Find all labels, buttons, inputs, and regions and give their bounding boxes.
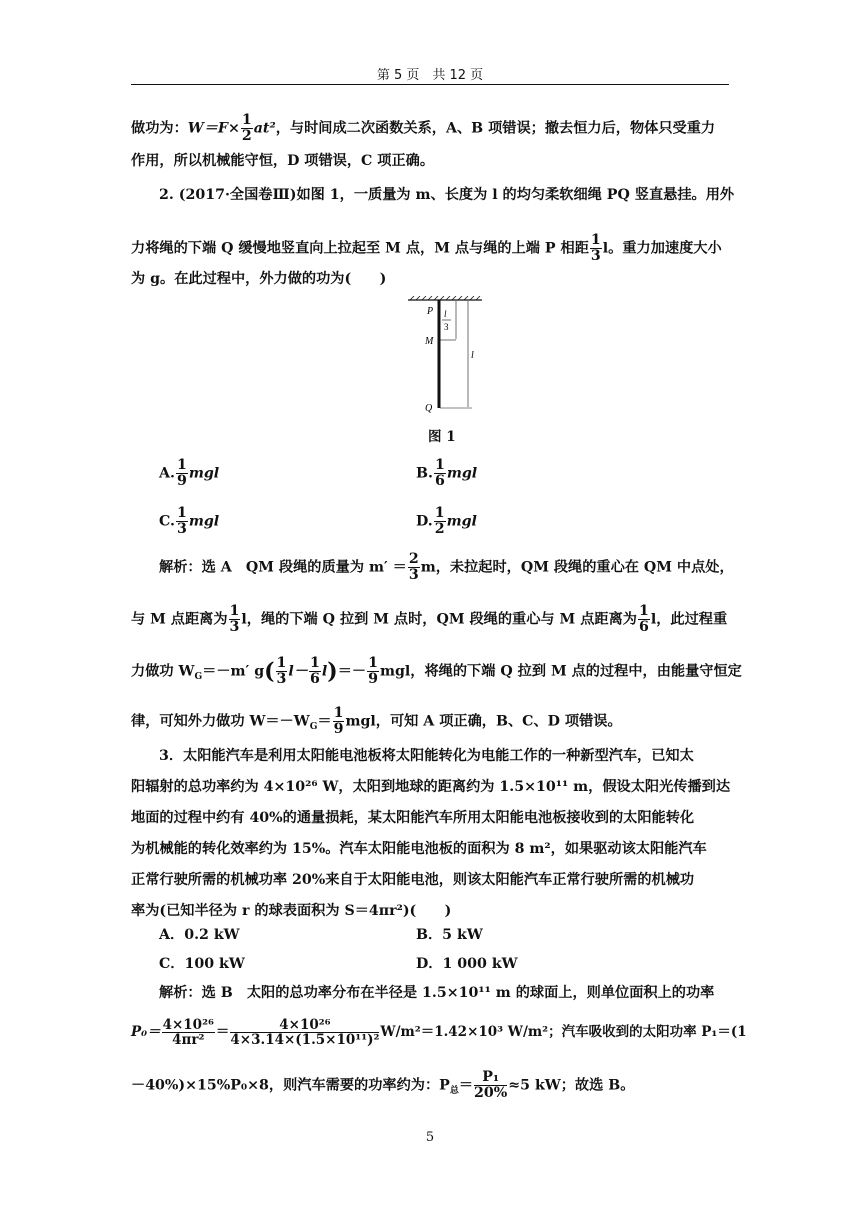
q2-solution-line-4: 律，可知外力做功 $W=-W_G=$ $\frac{1}{9}$ mgl，可知 A 项正确，B、C、D 项错误。 (131, 705, 622, 737)
header-rule (131, 84, 729, 85)
q3-line-2: 阳辐射的总功率约为 4×10²⁶ W，太阳到地球的距离约为 1.5×10¹¹ m，假设太阳光传播到达 (131, 779, 731, 795)
prev-solution-line-2: 作用，所以机械能守恒，D 项错误，C 项正确。 (131, 153, 435, 169)
q2-line-2 (131, 233, 729, 264)
prev-solution-line-1 (131, 113, 729, 144)
label-p: P (427, 306, 434, 317)
label-l3-num: l (444, 309, 447, 319)
label-l: l (471, 350, 474, 361)
q3-option-a: A．0.2 kW (159, 927, 240, 943)
label-q: Q (425, 403, 433, 414)
fraction: $\frac{1}{3}$ (590, 232, 601, 264)
q2-solution-line-3: 力做功 $W_G=-m'$ g( $\frac{1}{3}$ l－ $\frac{1}{6}$ l)＝－ $\frac{1}{9}$ mgl，将绳的下端 Q 拉到 M 点的过程中，由能量守恒定 (131, 655, 742, 687)
q3-line-5: 正常行驶所需的机械功率 20%来自于太阳能电池，则该太阳能汽车正常行驶所需的机械功 (131, 872, 695, 888)
q2-line-1: 2. (2017·全国卷Ⅲ)如图 1，一质量为 m、长度为 l 的均匀柔软细绳 PQ 竖直悬挂。用外 (159, 187, 735, 203)
q3-option-b: B．5 kW (416, 927, 483, 943)
text: 做功为： (131, 120, 188, 137)
q2-option-b: B. $\frac{1}{6}$ mgl (416, 457, 478, 489)
formula: at² (253, 120, 276, 137)
q3-solution-line-2: P₀＝ $\frac{\text{4×10²⁶}}{\text{4πr²}}$ ＝ $\frac{\text{4×10²⁶}}{\text{4×3.14×(1.5×10¹¹)²}}$ W/m²＝1.42×10³ W/m²；汽车吸收到的太阳功率 P₁＝(1 (131, 1017, 747, 1049)
q3-line-6: 率为(已知半径为 r 的球表面积为 S＝4πr²)( ) (131, 903, 452, 919)
q2-option-c: C. $\frac{1}{3}$ mgl (159, 505, 220, 537)
page-number: 5 (425, 1130, 435, 1145)
fraction: $\frac{1}{2}$ (241, 112, 252, 144)
q2-solution-line-2: 与 M 点距离为 $\frac{1}{3}$ l，绳的下端 Q 拉到 M 点时，QM 段绳的重心与 M 点距离为 $\frac{1}{6}$ l，此过程重 (131, 603, 728, 635)
page-header: 第 5 页 共 12 页 (376, 68, 484, 83)
rope-figure (400, 296, 490, 416)
q2-solution-line-1: 解析：选 A QM 段绳的质量为 m′ ＝ $\frac{2}{3}$ m，未拉起时，QM 段绳的重心在 QM 中点处， (159, 551, 734, 583)
q3-solution-line-3: －40%)×15%P₀×8，则汽车需要的功率约为：$P_总=$ $\frac{\text{P₁}}{20\%}$ ≈5 kW；故选 B。 (131, 1069, 635, 1101)
q2-line-3: 为 g。在此过程中，外力做的功为( ) (131, 271, 387, 287)
q3-line-1: 3．太阳能汽车是利用太阳能电池板将太阳能转化为电能工作的一种新型汽车，已知太 (159, 748, 694, 764)
q3-option-d: D．1 000 kW (416, 956, 518, 972)
label-m: M (425, 336, 434, 347)
q2-option-d: D. $\frac{1}{2}$ mgl (416, 505, 477, 537)
q3-solution-line-1: 解析：选 B 太阳的总功率分布在半径是 1.5×10¹¹ m 的球面上，则单位面积上的功率 (159, 985, 715, 1001)
text: ，与时间成二次函数关系，A、B 项错误；撤去恒力后，物体只受重力 (275, 120, 716, 137)
label-l3-den: 3 (444, 322, 449, 332)
q3-line-4: 为机械能的转化效率约为 15%。汽车太阳能电池板的面积为 8 m²，如果驱动该太阳能汽车 (131, 841, 707, 857)
q3-line-3: 地面的过程中约有 40%的通量损耗，某太阳能汽车所用太阳能电池板接收到的太阳能转化 (131, 810, 695, 826)
q2-option-a: A. $\frac{1}{9}$ mgl (159, 457, 220, 489)
text: 力将绳的下端 Q 缓慢地竖直向上拉起至 M 点，M 点与绳的上端 P 相距 (131, 240, 589, 257)
q3-option-c: C．100 kW (159, 956, 245, 972)
figure-caption: 图 1 (428, 429, 456, 445)
text: l。重力加速度大小 (602, 240, 722, 257)
formula: W＝F× (187, 120, 240, 137)
